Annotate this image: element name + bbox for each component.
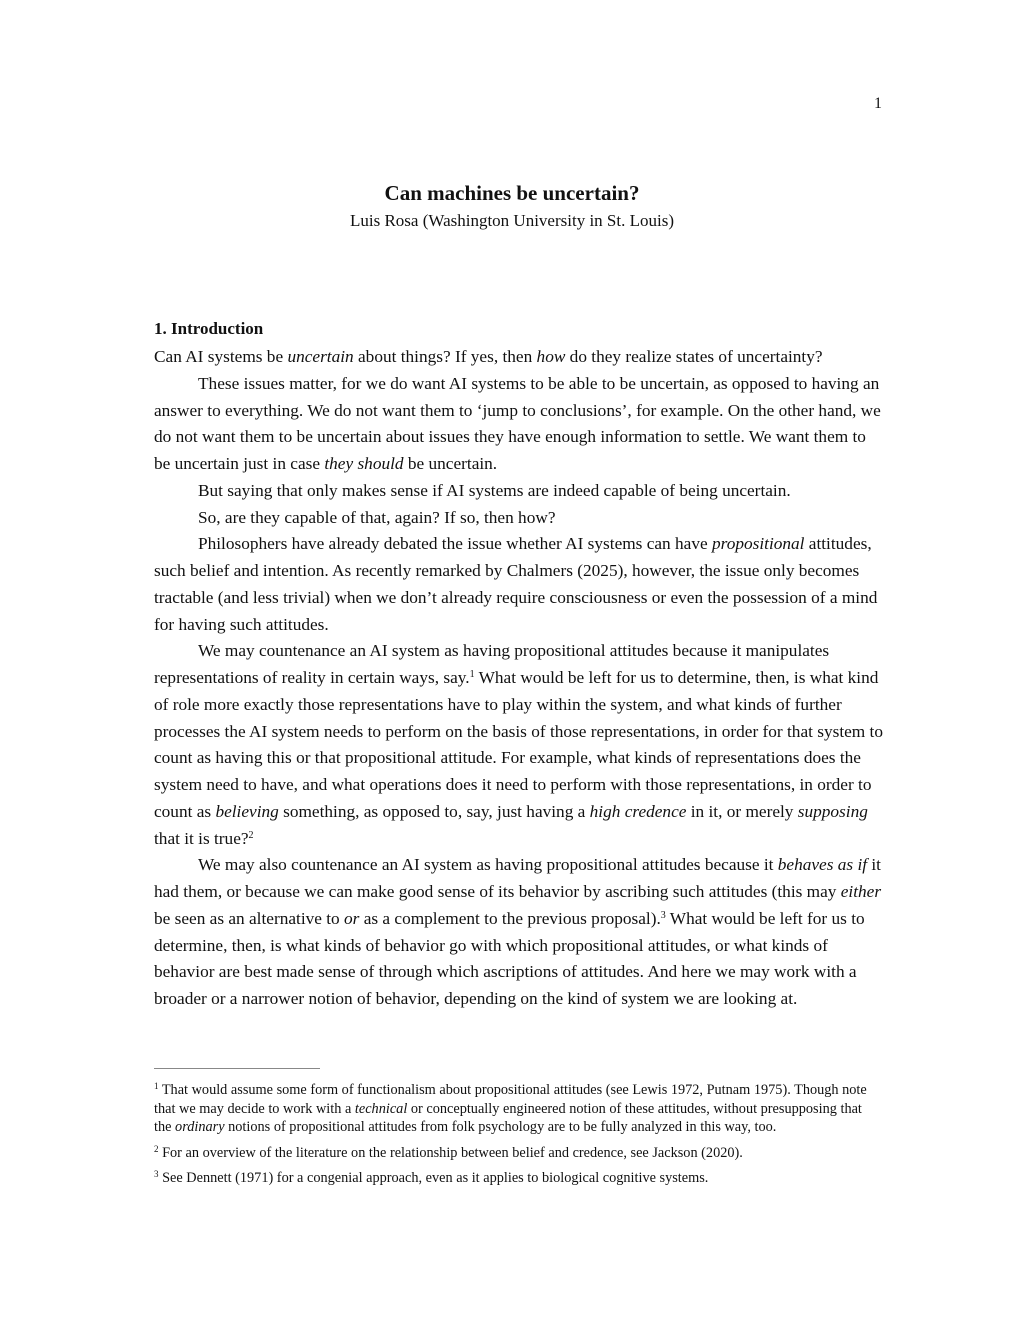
body-text: [154, 344, 884, 1013]
emphasis: or: [344, 908, 360, 928]
emphasis: behaves as if: [777, 855, 868, 875]
emphasis: believing: [215, 801, 279, 821]
emphasis: how: [536, 347, 566, 366]
emphasis: supposing: [797, 801, 868, 821]
footnote: $^3$ See Dennett (1971) for a congenial approach, even as it applies to biological cognitive systems.: [154, 1169, 709, 1186]
paragraph: These issues matter, for we do want AI systems to be able to be uncertain, as opposed to having an answer to everything. We do not want them to ‘jump to conclusions’, for example. On the other hand, we do not want them to be uncertain about issues they have enough information to settle. We want them to be uncertain just in case they should be uncertain.: [154, 373, 881, 473]
footnote-number: 2: [154, 1143, 159, 1154]
emphasis: they should: [324, 454, 404, 473]
paragraph: But saying that only makes sense if AI systems are indeed capable of being uncertain.: [198, 480, 791, 500]
paragraph: Philosophers have already debated the issue whether AI systems can have propositional attitudes, such belief and intention. As recently remarked by Chalmers (2025), however, the issue only becomes tractable (and less trivial) when we don’t already require consciousness or even the possession of a mind for having such attitudes.: [154, 534, 878, 634]
paragraph: We may countenance an AI system as having propositional attitudes because it manipulates representations of reality in certain ways, say.$^1$ What would be left for us to determine, then, is what kind of role more exactly those representations have to play within the system, and what kinds of further processes the AI system needs to perform on the basis of those representations, in order for that system to count as having this or that propositional attitude. For example, what kinds of representations does the system need to have, and what operations does it need to perform with those representations, in order to count as believing something, as opposed to, say, just having a high credence in it, or merely supposing that it is true?$^2$: [154, 641, 884, 848]
emphasis: uncertain: [287, 347, 354, 366]
paragraph: We may also countenance an AI system as having propositional attitudes because it behaves as if it had them, or because we can make good sense of its behavior by ascribing such attitudes (this may either be seen as an alternative to or as a complement to the previous proposal).$^3$ What would be left for us to determine, then, is what kinds of behavior go with which propositional attitudes, or what kinds of behavior are best made sense of through which ascriptions of attitudes. And here we may work with a broader or a narrower notion of behavior, depending on the kind of system we are looking at.: [154, 855, 882, 1008]
footnote-number: 3: [154, 1169, 159, 1179]
emphasis: either: [840, 882, 882, 901]
paragraph: So, are they capable of that, again? If so, then how?: [198, 507, 556, 527]
emphasis: high credence: [589, 801, 687, 821]
footnote: $^1$ That would assume some form of functionalism about propositional attitudes (see Lewis 1972, Putnam 1975). Though note that we may decide to work with a technical or conceptually engineered notion of these attitudes, without presupposing that the ordinary notions of propositional attitudes from folk psychology are to be fully analyzed in this way, too.: [154, 1081, 867, 1135]
footnote-ref[interactable]: 3: [660, 909, 666, 921]
footnote-number: 1: [154, 1081, 159, 1091]
author-line: Luis Rosa (Washington University in St. Louis): [350, 211, 674, 230]
page-number: 1: [874, 95, 882, 112]
footnote-ref[interactable]: 2: [248, 829, 254, 841]
emphasis: ordinary: [175, 1119, 225, 1135]
section-heading: 1. Introduction: [154, 319, 264, 338]
paper-title: Can machines be uncertain?: [384, 181, 640, 205]
footnote-separator: [154, 1068, 320, 1069]
footnote-ref[interactable]: 1: [469, 669, 475, 680]
emphasis: propositional: [711, 534, 805, 554]
emphasis: technical: [354, 1100, 408, 1117]
paragraph: Can AI systems be uncertain about things? If yes, then how do they realize states of uncertainty?: [154, 347, 823, 366]
footnote: $^2$ For an overview of the literature on the relationship between belief and credence, see Jackson (2020).: [154, 1143, 743, 1161]
footnotes: [154, 1081, 874, 1195]
